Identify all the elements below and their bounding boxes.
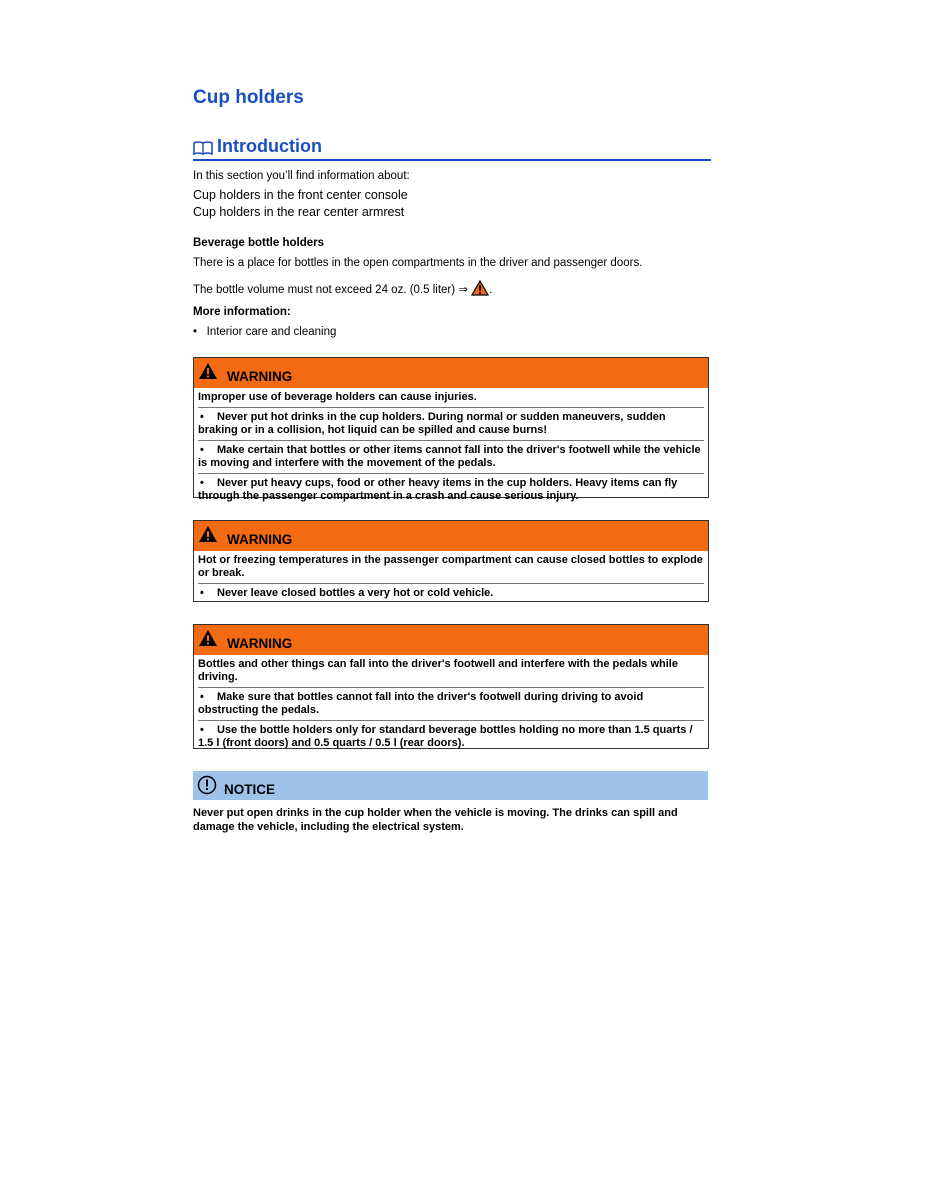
warning-icon: [198, 362, 218, 380]
warning-header: [194, 625, 708, 655]
bottle-volume-text: [193, 280, 492, 297]
intro-link-rear[interactable]: Cup holders in the rear center armrest: [193, 205, 405, 219]
beverage-heading: Beverage bottle holders: [193, 237, 325, 249]
section-title: Introduction: [217, 136, 322, 156]
intro-lead: In this section you’ll find information about:: [193, 170, 410, 182]
more-info-link[interactable]: Interior care and cleaning: [206, 326, 337, 338]
bottle-volume-end: .: [489, 284, 493, 296]
warning-summary: Hot or freezing temperatures in the passenger compartment can cause closed bottles to explode or break.: [198, 554, 703, 579]
notice-label: NOTICE: [224, 782, 276, 797]
warning-box-3: [193, 624, 709, 749]
page-title: Cup holders: [193, 87, 304, 108]
warning-reference-icon[interactable]: [471, 280, 489, 296]
notice-header: [193, 771, 708, 800]
warning-summary: Improper use of beverage holders can cause injuries.: [198, 391, 477, 403]
warning-icon: [198, 629, 218, 647]
warning-bullet: • Never leave closed bottles a very hot or cold vehicle.: [198, 583, 704, 603]
more-info-heading: More information:: [193, 306, 291, 318]
warning-label: WARNING: [227, 532, 293, 547]
notice-icon: [197, 775, 217, 795]
warning-label: WARNING: [227, 636, 293, 651]
warning-bullet: • Never put hot drinks in the cup holders. During normal or sudden maneuvers, sudden braking or in a collision, hot liquid can be spilled and cause burns!: [198, 407, 704, 440]
bottle-volume-label: The bottle volume must not exceed 24 oz. (0.5 liter) ⇒: [193, 284, 468, 296]
section-heading: [193, 134, 711, 161]
warning-bullet: • Make certain that bottles or other items cannot fall into the driver's footwell while the vehicle is moving and interfere with the movement of the pedals.: [198, 440, 704, 473]
warning-box-1: [193, 357, 709, 502]
warning-body: [194, 551, 708, 606]
notice-text: Never put open drinks in the cup holder when the vehicle is moving. The drinks can spill and damage the vehicle, including the electrical system.: [193, 807, 678, 833]
warning-icon: [198, 525, 218, 543]
warning-bullet: • Use the bottle holders only for standard beverage bottles holding no more than 1.5 quarts / 1.5 l (front doors) and 0.5 quarts / 0.5 l (rear doors).: [198, 720, 704, 753]
book-icon: [193, 140, 213, 156]
warning-box-2: [193, 520, 709, 602]
warning-summary: Bottles and other things can fall into the driver's footwell and interfere with the pedals while driving.: [198, 658, 678, 683]
more-info-item: [193, 325, 336, 339]
warning-label: WARNING: [227, 369, 293, 384]
bullet: •: [193, 326, 198, 338]
intro-link-front[interactable]: Cup holders in the front center console: [193, 188, 408, 202]
warning-bullet: • Make sure that bottles cannot fall into the driver's footwell during driving to avoid obstructing the pedals.: [198, 687, 704, 720]
warning-header: [194, 358, 708, 388]
warning-body: [194, 655, 708, 756]
beverage-text: There is a place for bottles in the open compartments in the driver and passenger doors.: [193, 257, 643, 269]
warning-body: [194, 388, 708, 509]
warning-header: [194, 521, 708, 551]
warning-bullet: • Never put heavy cups, food or other heavy items in the cup holders. Heavy items can fly through the passenger compartment in a crash and cause serious injury.: [198, 473, 704, 506]
